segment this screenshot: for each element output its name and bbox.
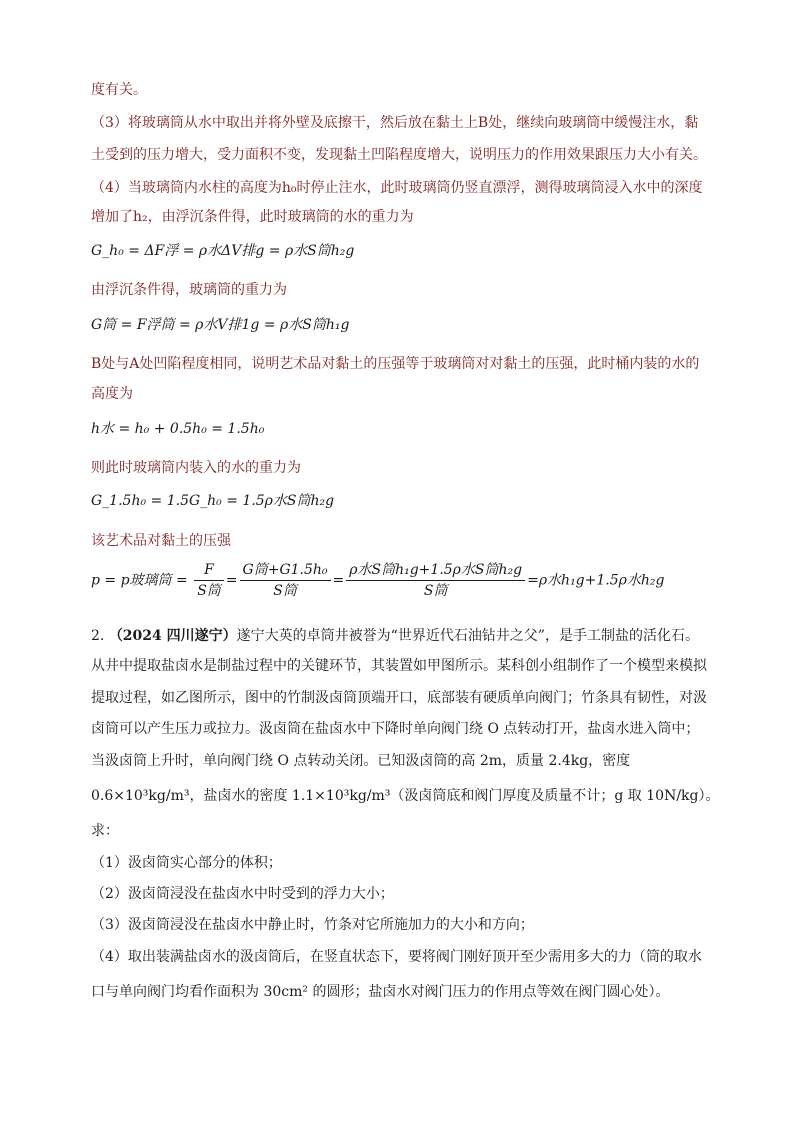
solution-same-depth-line1: B处与A处凹陷程度相同，说明艺术品对黏土的压强等于玻璃筒对对黏土的压强，此时桶内装的水的	[91, 356, 700, 372]
question2-line4: 卤筒可以产生压力或拉力。汲卤筒在盐卤水中下降时单向阀门绕 O 点转动打开，盐卤水进入筒中；	[91, 721, 700, 737]
equation-added-water-weight: G_1.5h₀ = 1.5G_h₀ = 1.5ρ水S筒h₂g	[91, 493, 335, 509]
fraction-weights-area	[240, 560, 331, 601]
question2-text: 遂宁大英的卓筒井被誉为“世界近代石油钻井之父”，是手工制盐的活化石。	[236, 628, 699, 644]
fraction-denominator: S筒	[423, 583, 448, 599]
fraction-expanded	[346, 560, 525, 601]
equation-water-weight: G_h₀ = ΔF浮 = ρ水ΔV排g = ρ水S筒h₂g	[91, 243, 355, 259]
fraction-numerator: F	[194, 560, 224, 581]
solution-step4-line2: 增加了h₂，由浮沉条件得，此时玻璃筒的水的重力为	[91, 209, 414, 225]
solution-same-depth-line2: 高度为	[91, 386, 133, 402]
question2-line2: 从井中提取盐卤水是制盐过程中的关键环节，其装置如甲图所示。某科创小组制作了一个模型来模拟	[91, 658, 707, 674]
solution-step4-line1: （4）当玻璃筒内水柱的高度为h₀时停止注水，此时玻璃筒仍竖直漂浮，测得玻璃筒浸入水中的深度	[91, 180, 703, 196]
equation-tube-weight: G筒 = F浮筒 = ρ水V排1g = ρ水S筒h₁g	[91, 317, 350, 333]
fraction-force-area	[194, 560, 224, 601]
question2-sub4-line1: （4）取出装满盐卤水的汲卤筒后，在竖直状态下，要将阀门刚好顶开至少需用多大的力（筒的取水	[91, 949, 702, 965]
question2-line1	[91, 626, 699, 646]
question-number: 2.	[91, 628, 105, 644]
question2-sub1: （1）汲卤筒实心部分的体积；	[91, 855, 282, 871]
fraction-denominator: S筒	[197, 583, 221, 599]
fraction-numerator: G筒+G1.5h₀	[240, 560, 331, 581]
solution-line-top: 度有关。	[91, 82, 147, 98]
solution-float-text: 由浮沉条件得，玻璃筒的重力为	[91, 282, 287, 298]
solution-step3-line1: （3）将玻璃筒从水中取出并将外壁及底擦干，然后放在黏土上B处，继续向玻璃筒中缓慢注水，黏	[91, 115, 699, 131]
solution-step3-line2: 土受到的压力增大，受力面积不变，发现黏土凹陷程度增大，说明压力的作用效果跟压力大小有关。	[91, 147, 707, 163]
fraction-denominator: S筒	[273, 583, 297, 599]
solution-weight-text: 则此时玻璃筒内装入的水的重力为	[91, 460, 301, 476]
equation-pressure: p = p玻璃筒 = $\frac{F}{\text{S筒}}$ = $\frac{\text{G筒+G1.5h₀}}{\text{S筒}}$ = $\frac{\text{ρ水S筒h₁g+1.5ρ水S筒h₂g}}{\text{S筒}}$ =ρ水h₁g+1.5ρ水h₂g	[91, 562, 665, 599]
question2-line5: 当汲卤筒上升时，单向阀门绕 O 点转动关闭。已知汲卤筒的高 2m，质量 2.4kg，密度	[91, 753, 631, 769]
question2-line3: 提取过程，如乙图所示，图中的竹制汲卤筒顶端开口，底部装有硬质单向阀门；竹条具有韧性，对汲	[91, 690, 707, 706]
question2-sub4-line2: 口与单向阀门均看作面积为 30cm² 的圆形；盐卤水对阀门压力的作用点等效在阀门圆心处）。	[91, 984, 670, 1000]
fraction-numerator: ρ水S筒h₁g+1.5ρ水S筒h₂g	[346, 560, 525, 581]
solution-pressure-text: 该艺术品对黏土的压强	[91, 533, 231, 549]
question2-line6: 0.6×10³kg/m³，盐卤水的密度 1.1×10³kg/m³（汲卤筒底和阀门厚度及质量不计；g 取 10N/kg）。	[91, 788, 720, 804]
question2-sub2: （2）汲卤筒浸没在盐卤水中时受到的浮力大小；	[91, 886, 394, 902]
question-source: （2024 四川遂宁）	[108, 628, 237, 644]
question2-sub3: （3）汲卤筒浸没在盐卤水中静止时，竹条对它所施加力的大小和方向；	[91, 917, 534, 933]
equation-water-height: h水 = h₀ + 0.5h₀ = 1.5h₀	[91, 421, 265, 437]
question2-ask: 求：	[91, 823, 119, 839]
equation-pressure-lhs: p = p玻璃筒 =	[91, 572, 188, 589]
equation-pressure-rhs: =ρ水h₁g+1.5ρ水h₂g	[527, 572, 665, 589]
